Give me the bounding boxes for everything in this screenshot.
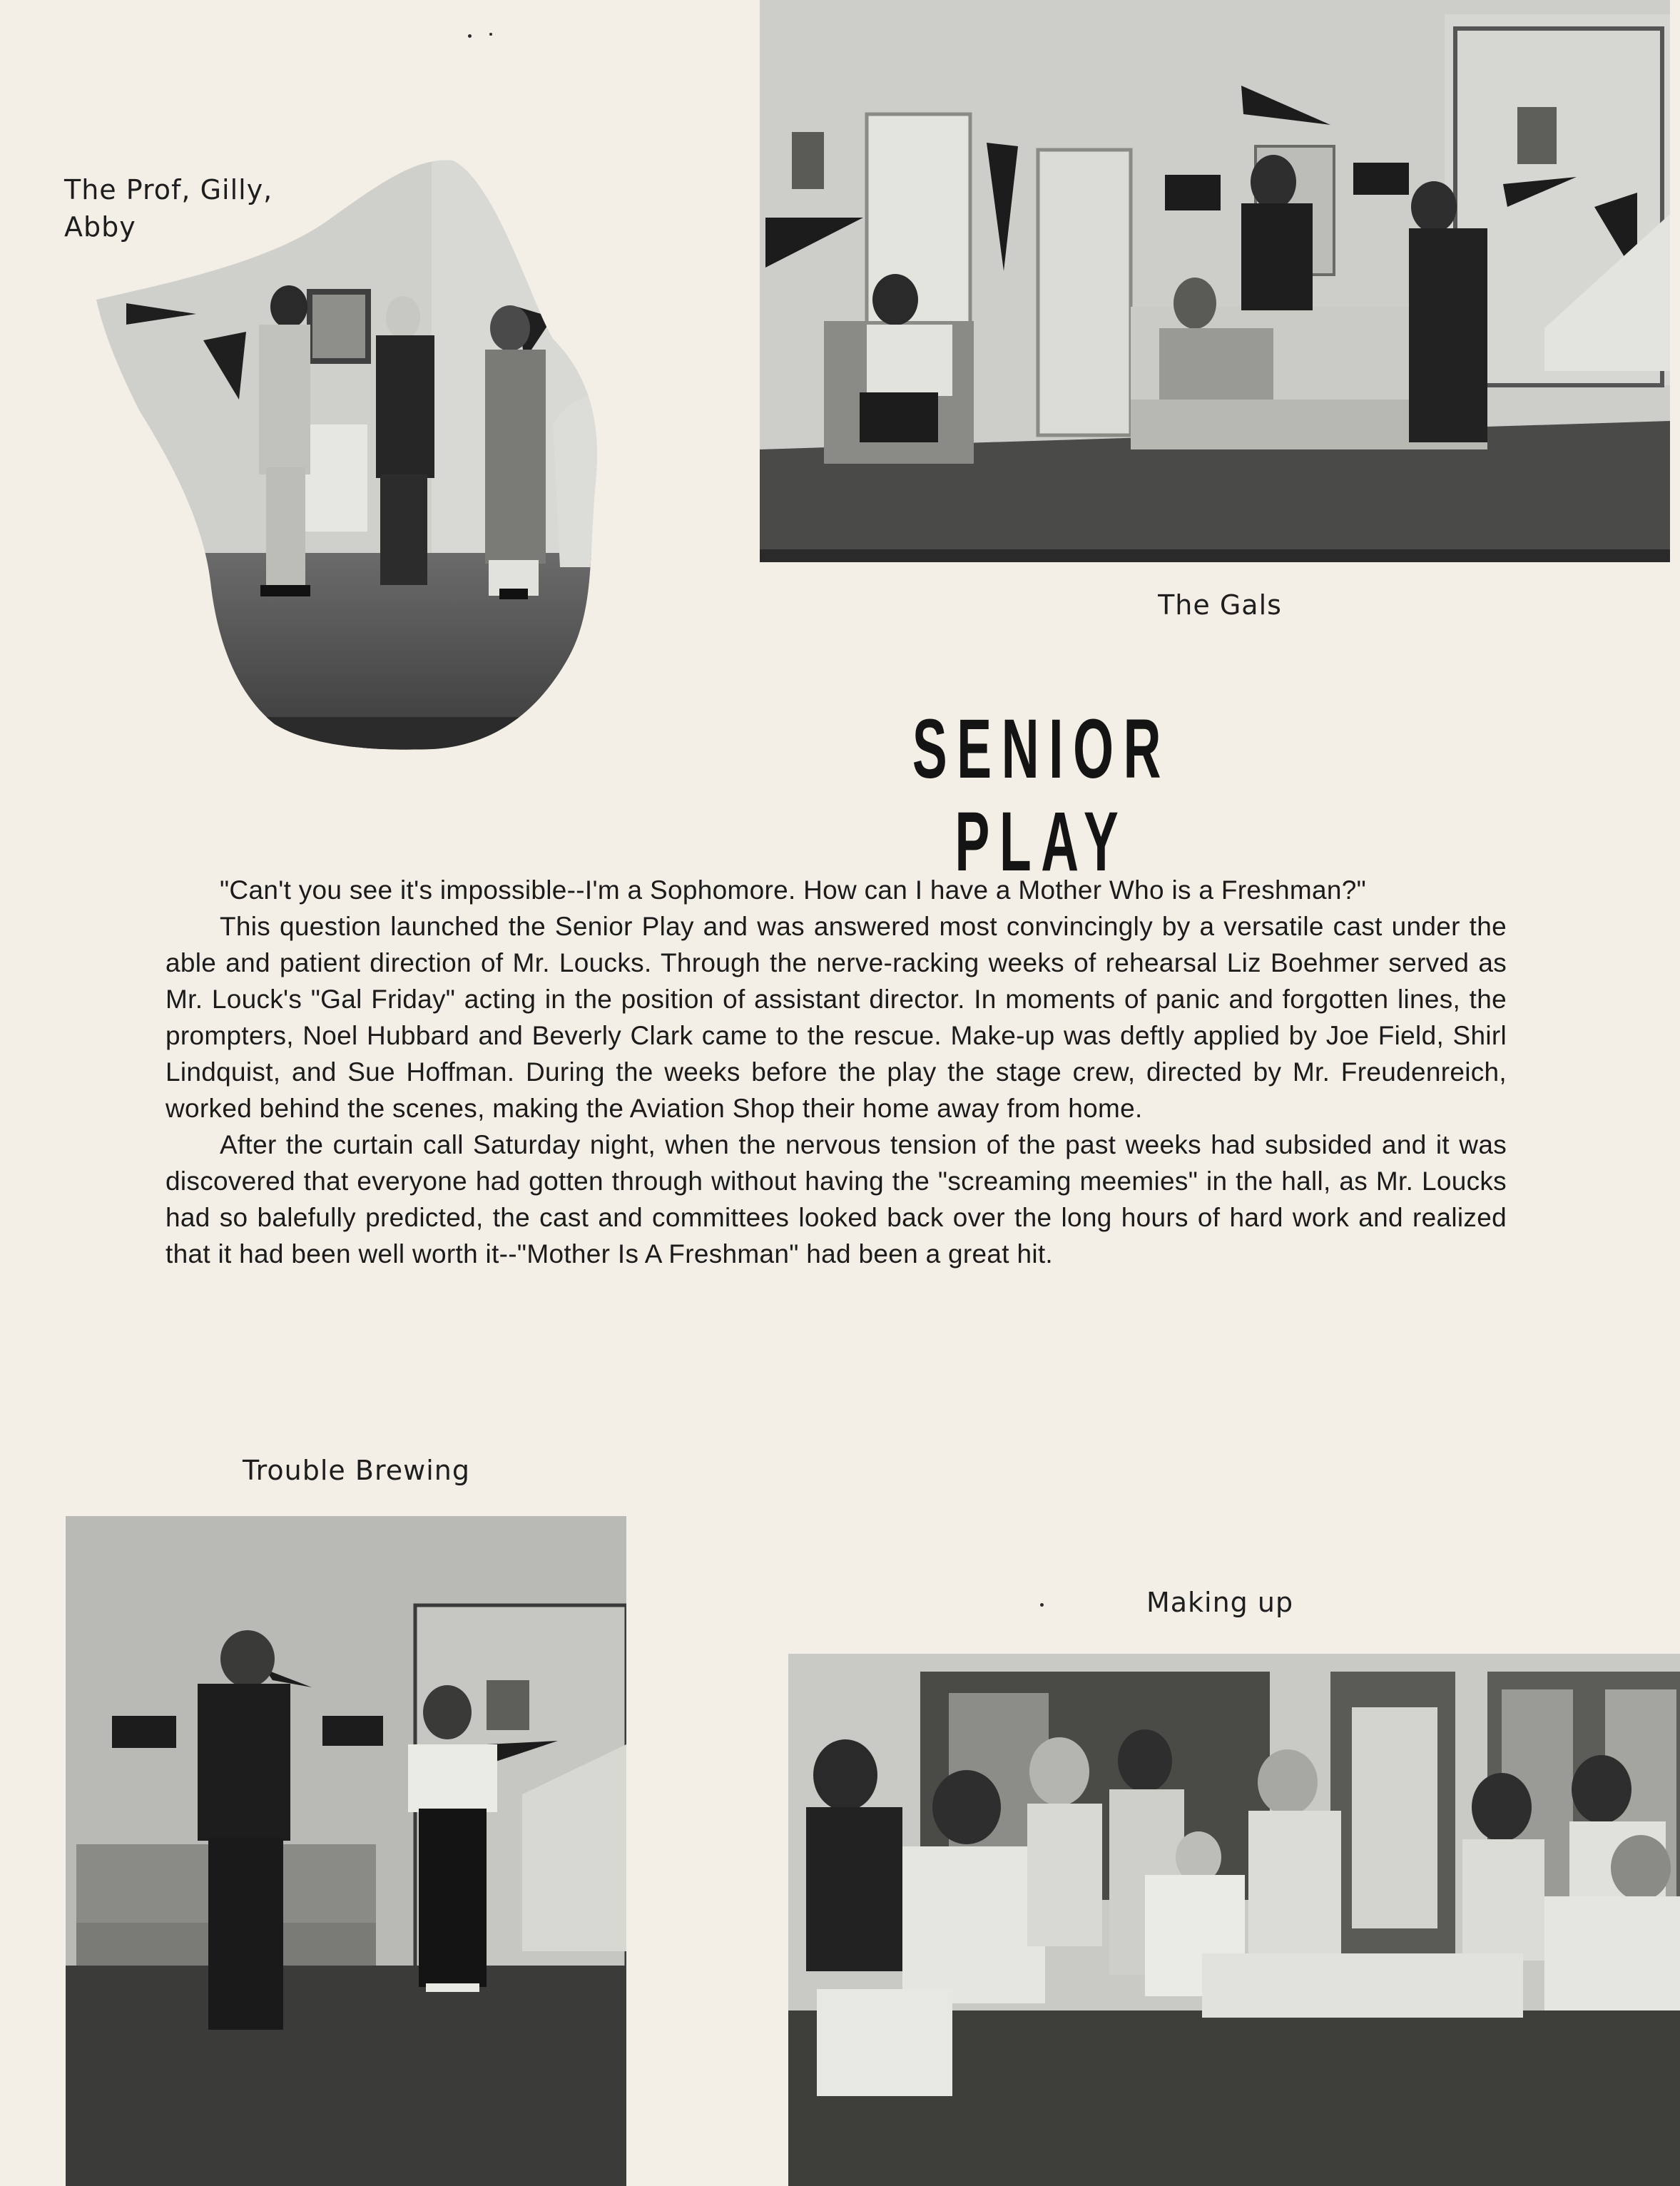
photo-caption-trouble-brewing: Trouble Brewing	[243, 1455, 470, 1486]
photo-trouble-brewing	[66, 1516, 626, 2186]
paper-speck	[489, 33, 492, 36]
article-paragraph: "Can't you see it's impossible--I'm a Sophomore. How can I have a Mother Who is a Freshman?"	[220, 875, 1367, 905]
paper-speck	[1040, 1603, 1044, 1607]
photo-making-up-image	[788, 1654, 1680, 2186]
photo-the-gals	[760, 0, 1670, 562]
pennant-michigan	[1353, 163, 1409, 195]
article-paragraph: This question launched the Senior Play and was answered most convincingly by a versatile cast under the able and patient direction of Mr. Loucks. Through the nerve-racking weeks of rehearsal Liz Boehmer served as Mr. Louck's "Gal Friday" acting in the position of assistant director. In moments of panic and forgotten lines, the prompters, Noel Hubbard and Beverly Clark came to the rescue. Make-up was deftly applied by Joe Field, Shirl Lindquist, and Sue Hoffman. During the weeks before the play the stage crew, directed by Mr. Freudenreich, worked behind the scenes, making the Aviation Shop their home away from home.	[166, 912, 1507, 1123]
photo-caption-prof-gilly-abby: The Prof, Gilly, Abby	[64, 174, 273, 243]
photo-prof-gilly-abby	[96, 153, 610, 753]
pennant-michigan	[322, 1716, 383, 1746]
photo-making-up	[788, 1654, 1680, 2186]
article-paragraph: After the curtain call Saturday night, when the nervous tension of the past weeks had subsided and it was discovered that everyone had gotten through without having the "screaming meemies" in the hall, as Mr. Loucks had so balefully predicted, the cast and committees looked back over the long hours of hard work and realized that it had been well worth it--"Mother Is A Freshman" had been a great hit.	[166, 1130, 1507, 1269]
photo-caption-the-gals: The Gals	[1158, 589, 1282, 621]
photo-prof-gilly-abby-image	[96, 153, 610, 753]
photo-the-gals-image	[760, 0, 1670, 562]
paper-speck	[468, 34, 472, 38]
article-body	[166, 872, 1507, 1272]
pennant-union	[112, 1716, 176, 1748]
pennant-union	[1165, 175, 1221, 210]
photo-caption-making-up: Making up	[1146, 1587, 1294, 1618]
photo-trouble-brewing-image	[66, 1516, 626, 2186]
page-title: SENIOR PLAY	[912, 702, 1171, 889]
